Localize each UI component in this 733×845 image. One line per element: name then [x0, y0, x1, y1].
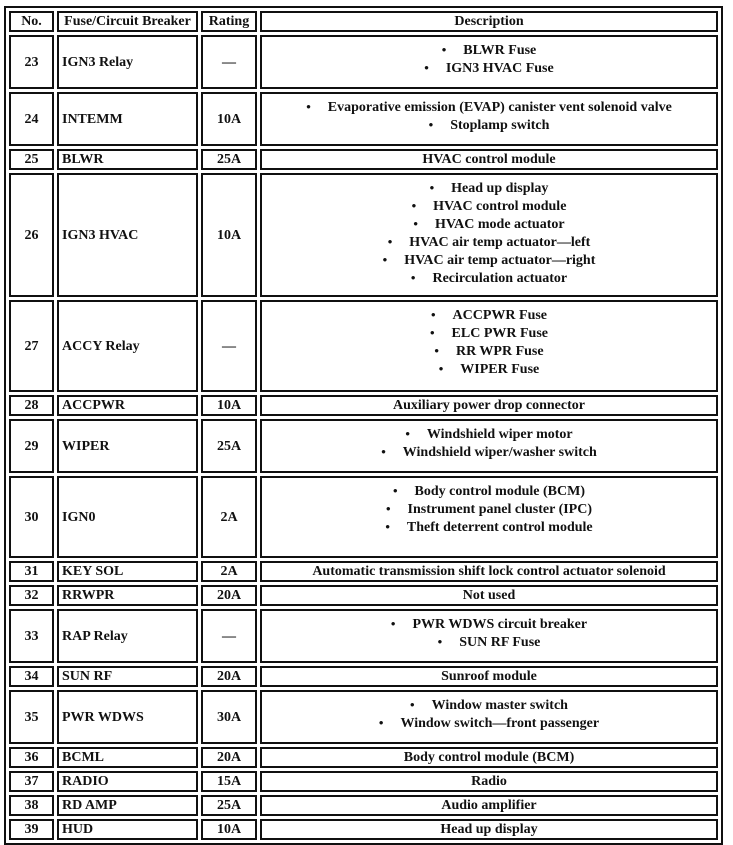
- description-bullet-list: [262, 175, 716, 295]
- bullet-icon: •: [429, 180, 435, 195]
- fuse-name: RAP Relay: [57, 609, 198, 663]
- bullet-icon: •: [387, 234, 393, 249]
- row-number: 29: [9, 419, 54, 473]
- table-row: [9, 561, 718, 582]
- description-bullet-line: [262, 98, 716, 116]
- description-text: ELC PWR Fuse: [451, 326, 548, 341]
- description-bullet-line: [262, 215, 716, 233]
- description-bullet-line: [262, 342, 716, 360]
- bullet-icon: •: [411, 198, 417, 213]
- description-bullet-line: [262, 518, 716, 536]
- fuse-rating: 25A: [201, 795, 257, 816]
- column-header-no: No.: [9, 11, 54, 32]
- table-row: [9, 92, 718, 146]
- fuse-description: Body control module (BCM): [260, 747, 718, 768]
- fuse-name: SUN RF: [57, 666, 198, 687]
- fuse-name: RD AMP: [57, 795, 198, 816]
- description-bullet-list: [262, 302, 716, 390]
- fuse-description: [260, 300, 718, 392]
- description-text: SUN RF Fuse: [459, 635, 541, 650]
- description-text: WIPER Fuse: [460, 362, 540, 377]
- table-row: [9, 819, 718, 840]
- description-bullet-line: [262, 197, 716, 215]
- description-text: Stoplamp switch: [450, 118, 550, 133]
- bullet-icon: •: [429, 325, 435, 340]
- row-number: 31: [9, 561, 54, 582]
- table-row: [9, 666, 718, 687]
- fuse-table: [6, 8, 721, 843]
- fuse-name: PWR WDWS: [57, 690, 198, 744]
- table-row: [9, 476, 718, 558]
- description-bullet-line: [262, 500, 716, 518]
- fuse-description: [260, 92, 718, 146]
- row-number: 37: [9, 771, 54, 792]
- fuse-rating: 25A: [201, 149, 257, 170]
- column-header-fuse-circuit-breaker: Fuse/Circuit Breaker: [57, 11, 198, 32]
- row-number: 24: [9, 92, 54, 146]
- description-bullet-line: [262, 360, 716, 378]
- fuse-description: [260, 419, 718, 473]
- description-text: HVAC mode actuator: [434, 217, 565, 232]
- description-text: IGN3 HVAC Fuse: [445, 61, 554, 76]
- table-row: [9, 609, 718, 663]
- fuse-rating: —: [201, 35, 257, 89]
- description-text: PWR WDWS circuit breaker: [412, 617, 588, 632]
- description-text: HVAC air temp actuator—right: [404, 253, 596, 268]
- fuse-description: [260, 35, 718, 89]
- description-bullet-list: [262, 421, 716, 471]
- bullet-icon: •: [385, 519, 390, 534]
- description-bullet-list: [262, 478, 716, 556]
- bullet-icon: •: [385, 501, 391, 516]
- fuse-name: RRWPR: [57, 585, 198, 606]
- row-number: 30: [9, 476, 54, 558]
- row-number: 26: [9, 173, 54, 297]
- bullet-icon: •: [424, 60, 429, 75]
- description-text: RR WPR Fuse: [455, 344, 544, 359]
- description-bullet-list: [262, 692, 716, 742]
- fuse-name: BCML: [57, 747, 198, 768]
- bullet-icon: •: [434, 343, 439, 358]
- fuse-name: KEY SOL: [57, 561, 198, 582]
- description-bullet-line: [262, 41, 716, 59]
- fuse-rating: 20A: [201, 666, 257, 687]
- description-text: Instrument panel cluster (IPC): [407, 502, 593, 517]
- fuse-description: Automatic transmission shift lock control actuator solenoid: [260, 561, 718, 582]
- table-row: [9, 300, 718, 392]
- bullet-icon: •: [381, 444, 386, 459]
- table-row: [9, 395, 718, 416]
- row-number: 39: [9, 819, 54, 840]
- description-text: BLWR Fuse: [463, 43, 537, 58]
- bullet-icon: •: [306, 99, 311, 114]
- fuse-rating: 20A: [201, 747, 257, 768]
- fuse-rating: 10A: [201, 395, 257, 416]
- table-row: [9, 35, 718, 89]
- description-text: ACCPWR Fuse: [452, 308, 548, 323]
- table-row: [9, 585, 718, 606]
- fuse-name: INTEMM: [57, 92, 198, 146]
- row-number: 28: [9, 395, 54, 416]
- description-bullet-line: [262, 59, 716, 77]
- description-bullet-line: [262, 179, 716, 197]
- fuse-description: [260, 609, 718, 663]
- description-bullet-line: [262, 251, 716, 269]
- description-text: Window switch—front passenger: [400, 716, 600, 731]
- description-bullet-list: [262, 94, 716, 144]
- bullet-icon: •: [410, 697, 415, 712]
- fuse-name: HUD: [57, 819, 198, 840]
- bullet-icon: •: [438, 361, 444, 376]
- fuse-description: Sunroof module: [260, 666, 718, 687]
- fuse-name: RADIO: [57, 771, 198, 792]
- bullet-icon: •: [378, 715, 384, 730]
- description-bullet-line: [262, 633, 716, 651]
- fuse-description: Not used: [260, 585, 718, 606]
- table-row: [9, 419, 718, 473]
- fuse-rating: 10A: [201, 92, 257, 146]
- fuse-table-frame: [4, 6, 723, 845]
- fuse-description: Auxiliary power drop connector: [260, 395, 718, 416]
- row-number: 25: [9, 149, 54, 170]
- description-bullet-line: [262, 443, 716, 461]
- description-text: Window master switch: [431, 698, 568, 713]
- table-row: [9, 771, 718, 792]
- table-row: [9, 747, 718, 768]
- row-number: 34: [9, 666, 54, 687]
- description-bullet-list: [262, 37, 716, 87]
- description-text: Evaporative emission (EVAP) canister vent solenoid valve: [327, 100, 672, 115]
- description-text: Windshield wiper/washer switch: [402, 445, 597, 460]
- table-row: [9, 795, 718, 816]
- fuse-rating: 2A: [201, 476, 257, 558]
- description-text: HVAC control module: [433, 199, 567, 214]
- fuse-description: HVAC control module: [260, 149, 718, 170]
- description-bullet-line: [262, 324, 716, 342]
- description-bullet-line: [262, 425, 716, 443]
- fuse-rating: 20A: [201, 585, 257, 606]
- fuse-rating: —: [201, 300, 257, 392]
- bullet-icon: •: [428, 117, 434, 132]
- fuse-rating: —: [201, 609, 257, 663]
- row-number: 36: [9, 747, 54, 768]
- row-number: 32: [9, 585, 54, 606]
- bullet-icon: •: [382, 252, 388, 267]
- description-bullet-line: [262, 233, 716, 251]
- fuse-rating: 2A: [201, 561, 257, 582]
- bullet-icon: •: [413, 216, 418, 231]
- description-text: Recirculation actuator: [432, 271, 568, 286]
- row-number: 23: [9, 35, 54, 89]
- fuse-rating: 15A: [201, 771, 257, 792]
- description-bullet-line: [262, 269, 716, 287]
- description-bullet-list: [262, 611, 716, 661]
- fuse-rating: 10A: [201, 173, 257, 297]
- description-text: Windshield wiper motor: [426, 427, 573, 442]
- fuse-rating: 25A: [201, 419, 257, 473]
- fuse-description: Audio amplifier: [260, 795, 718, 816]
- fuse-name: ACCY Relay: [57, 300, 198, 392]
- row-number: 38: [9, 795, 54, 816]
- bullet-icon: •: [405, 426, 410, 441]
- table-row: [9, 173, 718, 297]
- fuse-rating: 10A: [201, 819, 257, 840]
- description-bullet-line: [262, 615, 716, 633]
- bullet-icon: •: [392, 483, 398, 498]
- fuse-rating: 30A: [201, 690, 257, 744]
- bullet-icon: •: [441, 42, 447, 57]
- bullet-icon: •: [390, 616, 396, 631]
- fuse-description: [260, 476, 718, 558]
- description-bullet-line: [262, 116, 716, 134]
- row-number: 27: [9, 300, 54, 392]
- description-text: HVAC air temp actuator—left: [409, 235, 591, 250]
- fuse-description: [260, 173, 718, 297]
- fuse-description: [260, 690, 718, 744]
- fuse-name: IGN0: [57, 476, 198, 558]
- fuse-description: Head up display: [260, 819, 718, 840]
- table-body: [9, 35, 718, 840]
- table-row: [9, 690, 718, 744]
- row-number: 33: [9, 609, 54, 663]
- description-text: Head up display: [451, 181, 549, 196]
- description-bullet-line: [262, 714, 716, 732]
- header-row: [9, 11, 718, 32]
- fuse-name: IGN3 Relay: [57, 35, 198, 89]
- fuse-name: IGN3 HVAC: [57, 173, 198, 297]
- fuse-name: ACCPWR: [57, 395, 198, 416]
- description-bullet-line: [262, 482, 716, 500]
- bullet-icon: •: [437, 634, 443, 649]
- fuse-name: BLWR: [57, 149, 198, 170]
- bullet-icon: •: [410, 270, 416, 285]
- description-text: Theft deterrent control module: [406, 520, 593, 535]
- column-header-rating: Rating: [201, 11, 257, 32]
- fuse-name: WIPER: [57, 419, 198, 473]
- fuse-description: Radio: [260, 771, 718, 792]
- bullet-icon: •: [430, 307, 436, 322]
- description-text: Body control module (BCM): [414, 484, 586, 499]
- row-number: 35: [9, 690, 54, 744]
- description-bullet-line: [262, 306, 716, 324]
- table-row: [9, 149, 718, 170]
- description-bullet-line: [262, 696, 716, 714]
- column-header-description: Description: [260, 11, 718, 32]
